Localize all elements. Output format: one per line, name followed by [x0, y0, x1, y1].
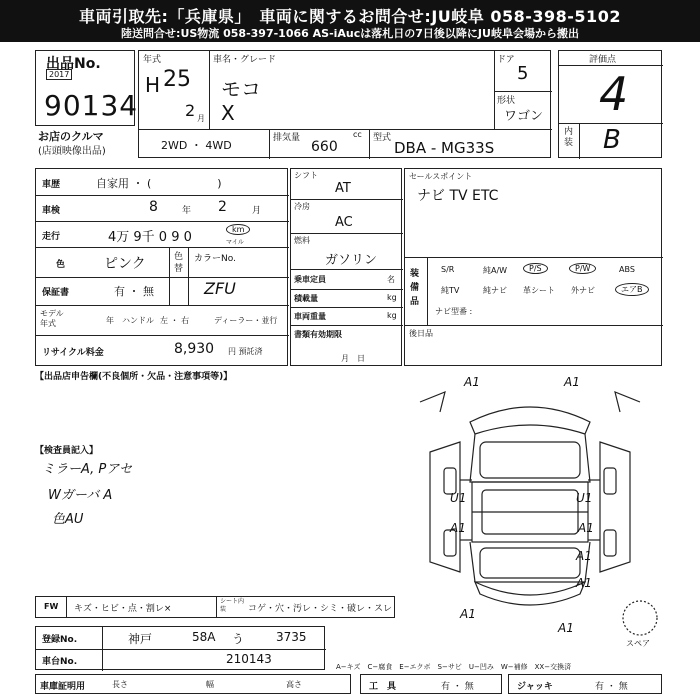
- history-label: 車歴: [42, 180, 61, 190]
- seat-label: シート内装: [220, 598, 245, 613]
- equip-abs: ABS: [619, 265, 635, 274]
- displacement-unit: cc: [353, 130, 362, 139]
- recycle-unit: 円 預託済: [228, 347, 263, 356]
- capacity-label: 乗車定員: [294, 275, 326, 284]
- details-left: [35, 168, 288, 366]
- header-line2: 陸送問合せ:US物流 058-397-1066 AS-iAucは落札日の7日後以降にJU岐阜会場から搬出: [121, 27, 579, 40]
- reg-city: 神戸: [128, 632, 153, 646]
- score-value: 4: [599, 67, 629, 121]
- mark-1: A1: [464, 375, 480, 389]
- score-label: 評価点: [589, 55, 617, 65]
- door-value: 5: [517, 63, 529, 84]
- mileage-unit-mile: マイル: [226, 239, 244, 246]
- equip-ext-navi: 外ナビ: [571, 286, 595, 295]
- tools-value: 有 ・ 無: [441, 682, 474, 692]
- weight-label: 車両重量: [294, 312, 326, 321]
- lot-box: [35, 50, 139, 126]
- car-grade: X: [221, 101, 235, 125]
- weight-unit: kg: [387, 311, 397, 320]
- capacity-unit: 名: [387, 275, 395, 284]
- inspection-month: 2: [218, 199, 227, 215]
- shape-value: ワゴン: [504, 109, 544, 124]
- shift-label: シフト: [294, 171, 318, 180]
- cert-row: [35, 674, 351, 694]
- sales-value: ナビ TV ETC: [417, 188, 499, 204]
- condition-row: [35, 596, 395, 618]
- color-label: 色: [56, 260, 66, 270]
- color-change-label: 色替: [174, 252, 184, 274]
- equip-tv: 純TV: [441, 286, 460, 295]
- inspection-label: 車検: [42, 206, 61, 216]
- mark-3: U1: [450, 491, 467, 505]
- equip-pw: P/W: [569, 263, 596, 274]
- aircon-label: 冷房: [294, 202, 310, 211]
- inspection-year-unit: 年: [182, 206, 192, 216]
- mark-10: A1: [558, 621, 574, 635]
- inspection-year: 8: [149, 199, 158, 215]
- month-unit: 月: [197, 114, 205, 123]
- handle-value: 左 ・ 右: [160, 316, 190, 325]
- header-bar: [0, 0, 700, 42]
- width-label: 幅: [206, 680, 214, 689]
- mark-7: A1: [576, 549, 592, 563]
- interior-label: 内装: [564, 127, 574, 148]
- year-label: 年式: [143, 55, 162, 65]
- chassis-value: 210143: [226, 652, 272, 666]
- inspector-title: 【検査員記入】: [35, 446, 99, 456]
- shape-label: 形状: [497, 96, 516, 106]
- mark-8: A1: [576, 576, 592, 590]
- name-label: 車名・グレード: [213, 55, 277, 65]
- jack-label: ジャッキ: [517, 682, 553, 692]
- interior-value: B: [603, 125, 621, 155]
- load-unit: kg: [387, 293, 397, 302]
- registration-unit: 月 日: [341, 354, 365, 363]
- history-value: 自家用 ・ ( ): [96, 177, 222, 190]
- lot-year-tag: 2017: [46, 69, 72, 80]
- aircon-value: AC: [335, 215, 353, 230]
- shop-car-line2: (店頭映像出品): [38, 146, 106, 157]
- fuel-label: 燃料: [294, 236, 310, 245]
- equip-sr: S/R: [441, 265, 455, 274]
- warranty-value: 有 ・ 無: [114, 285, 154, 298]
- inspector-note-1: ミラーA, Pアセ: [42, 462, 133, 477]
- recycle-value: 8,930: [174, 341, 215, 357]
- inspection-month-unit: 月: [252, 206, 262, 216]
- model-label: 型式: [373, 133, 392, 143]
- lot-label: 出品No.: [46, 56, 101, 72]
- spare-label: スペア: [626, 639, 650, 648]
- mileage-value: 4万 9千 0 9 0: [108, 230, 192, 245]
- dealer-label: ディーラー・並行: [214, 316, 278, 325]
- car-name: モコ: [221, 77, 261, 101]
- model-value: DBA - MG33S: [394, 139, 495, 157]
- mileage-unit-km: km: [226, 224, 250, 235]
- jack-row: [508, 674, 662, 694]
- navi-label: ナビ型番 :: [435, 307, 473, 316]
- equip-alloy: 純A/W: [483, 266, 508, 275]
- sales-label: セールスポイント: [409, 172, 473, 181]
- mark-4: U1: [576, 491, 593, 505]
- seat-items: コゲ・穴・汚レ・シミ・破レ・スレ: [248, 604, 393, 614]
- tools-label: 工 具: [369, 682, 397, 692]
- displacement-value: 660: [311, 139, 338, 155]
- fw-label: FW: [44, 602, 59, 611]
- mark-9: A1: [460, 607, 476, 621]
- mark-6: A1: [578, 521, 594, 535]
- warranty-label: 保証書: [42, 288, 70, 298]
- equip-navi: 純ナビ: [483, 286, 507, 295]
- load-label: 積載量: [294, 294, 318, 303]
- registration-label: 書類有効期限: [294, 330, 342, 339]
- reg-number: 3735: [276, 630, 307, 644]
- details-right: [404, 168, 662, 366]
- reg-label: 登録No.: [42, 635, 78, 645]
- model-year-label: モデル年式: [40, 309, 64, 328]
- inspector-note-2: Wガーバ A: [48, 488, 113, 503]
- year-era: H: [145, 73, 161, 97]
- details-middle: [290, 168, 402, 366]
- lot-number: 90134: [44, 89, 139, 122]
- displacement-label: 排気量: [273, 133, 301, 143]
- damage-legend: A−キズ C−腐食 E−エクボ S−サビ U−凹み W−補修 XX−交換済: [336, 663, 572, 671]
- year-value: 25: [163, 67, 191, 92]
- score-box: [558, 50, 662, 158]
- model-year-unit: 年: [106, 316, 114, 325]
- equip-leather: 革シート: [523, 286, 555, 295]
- mileage-label: 走行: [42, 232, 61, 242]
- inspector-note-3: 色AU: [52, 512, 84, 527]
- tools-row: [360, 674, 502, 694]
- equip-airbag: エアB: [615, 283, 649, 296]
- mark-2: A1: [564, 375, 580, 389]
- fuel-value: ガソリン: [325, 253, 378, 268]
- plate-box: [35, 626, 325, 670]
- reg-kana: う: [232, 632, 245, 646]
- equipment-label: 装備品: [410, 269, 420, 307]
- shift-value: AT: [335, 181, 351, 196]
- retrofit-label: 後日品: [409, 329, 433, 338]
- header-line1: 車両引取先:「兵庫県」 車両に関するお問合せ:JU岐阜 058-398-5102: [79, 7, 621, 26]
- jack-value: 有 ・ 無: [595, 682, 628, 692]
- reg-class: 58A: [192, 630, 216, 644]
- chassis-label: 車台No.: [42, 657, 78, 667]
- shop-car-line1: お店のクルマ: [38, 130, 104, 143]
- color-value: ピンク: [104, 256, 146, 272]
- car-diagram: [400, 372, 660, 640]
- height-label: 高さ: [286, 680, 302, 689]
- color-no-value: ZFU: [204, 279, 236, 298]
- door-label: ドア: [497, 55, 515, 65]
- length-label: 長さ: [112, 680, 128, 689]
- cert-label: 車庫証明用: [40, 682, 86, 692]
- declaration-title: 【出品店申告欄(不良個所・欠品・注意事項等)】: [35, 372, 233, 382]
- color-no-label: カラーNo.: [194, 254, 236, 264]
- mark-5: A1: [450, 521, 466, 535]
- handle-label: ハンドル: [122, 316, 154, 325]
- drive-label: 2WD ・ 4WD: [161, 139, 232, 152]
- recycle-label: リサイクル料金: [42, 348, 104, 358]
- fw-items: キズ・ヒビ・点・割レ×: [74, 604, 172, 614]
- month-value: 2: [185, 101, 196, 120]
- equip-ps: P/S: [523, 263, 548, 274]
- vehicle-grid: [138, 50, 551, 158]
